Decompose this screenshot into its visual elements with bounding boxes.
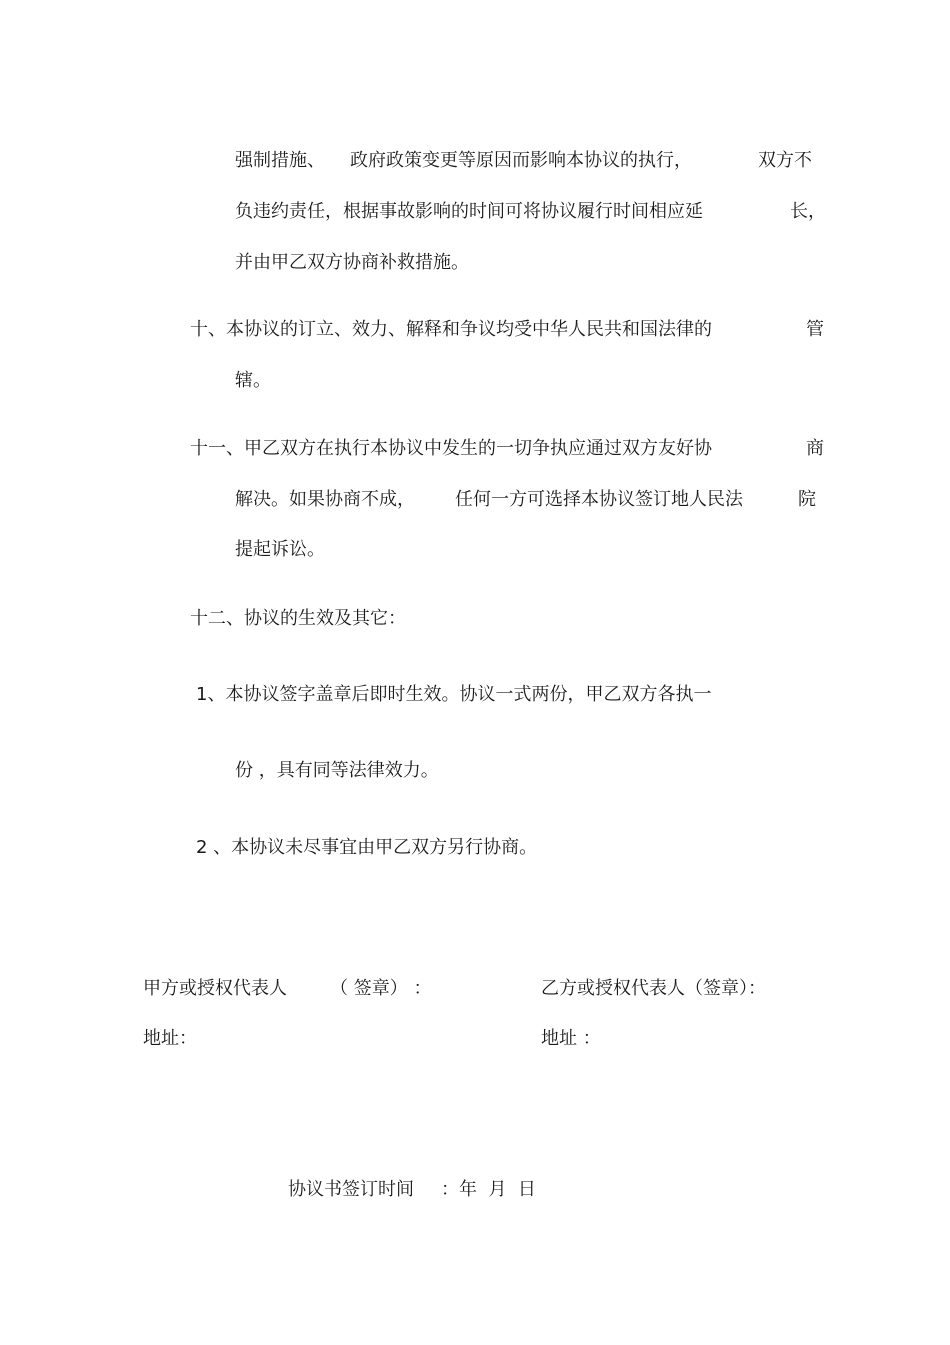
sign-date-value: ：年 月 日	[441, 1179, 536, 1200]
clause11-line3: 提起诉讼。	[235, 539, 325, 560]
clause12-item2: 2 、本协议未尽事宜由甲乙双方另行协商。	[196, 837, 538, 858]
clause9-line2-a: 负违约责任，根据事故影响的时间可将协议履行时间相应延	[235, 201, 703, 222]
clause12-heading: 十二、协议的生效及其它：	[190, 608, 406, 629]
party-a-label: 甲方或授权代表人	[143, 978, 287, 999]
clause10-line1-a: 十、本协议的订立、效力、解释和争议均受中华人民共和国法律的	[190, 319, 712, 340]
clause11-line2-b: 任何一方可选择本协议签订地人民法	[455, 489, 743, 510]
clause11-line2-c: 院	[798, 489, 816, 510]
party-a-seal: （ 签章） ：	[330, 978, 432, 999]
party-b-label: 乙方或授权代表人（签章）：	[541, 978, 766, 999]
party-b-address: 地址 ：	[541, 1028, 601, 1049]
clause10-line2: 辖。	[235, 370, 271, 391]
clause11-line1-b: 商	[806, 438, 824, 459]
clause12-item1-line2: 份 ，具有同等法律效力。	[235, 760, 439, 781]
clause10-line1-b: 管	[806, 319, 824, 340]
clause12-item1-line1: 1、本协议签字盖章后即时生效。协议一式两份，甲乙双方各执一	[196, 684, 712, 705]
party-a-address: 地址：	[143, 1028, 197, 1049]
clause9-line2-b: 长，	[790, 201, 826, 222]
clause11-line1-a: 十一、甲乙双方在执行本协议中发生的一切争执应通过双方友好协	[190, 438, 712, 459]
clause9-line1-b: 政府政策变更等原因而影响本协议的执行，	[350, 150, 692, 171]
clause9-line1-a: 强制措施、	[235, 150, 325, 171]
clause11-line2-a: 解决。如果协商不成，	[235, 489, 415, 510]
clause9-line1-c: 双方不	[758, 150, 812, 171]
sign-date-label: 协议书签订时间	[288, 1179, 414, 1200]
clause9-line3: 并由甲乙双方协商补救措施。	[235, 252, 469, 273]
